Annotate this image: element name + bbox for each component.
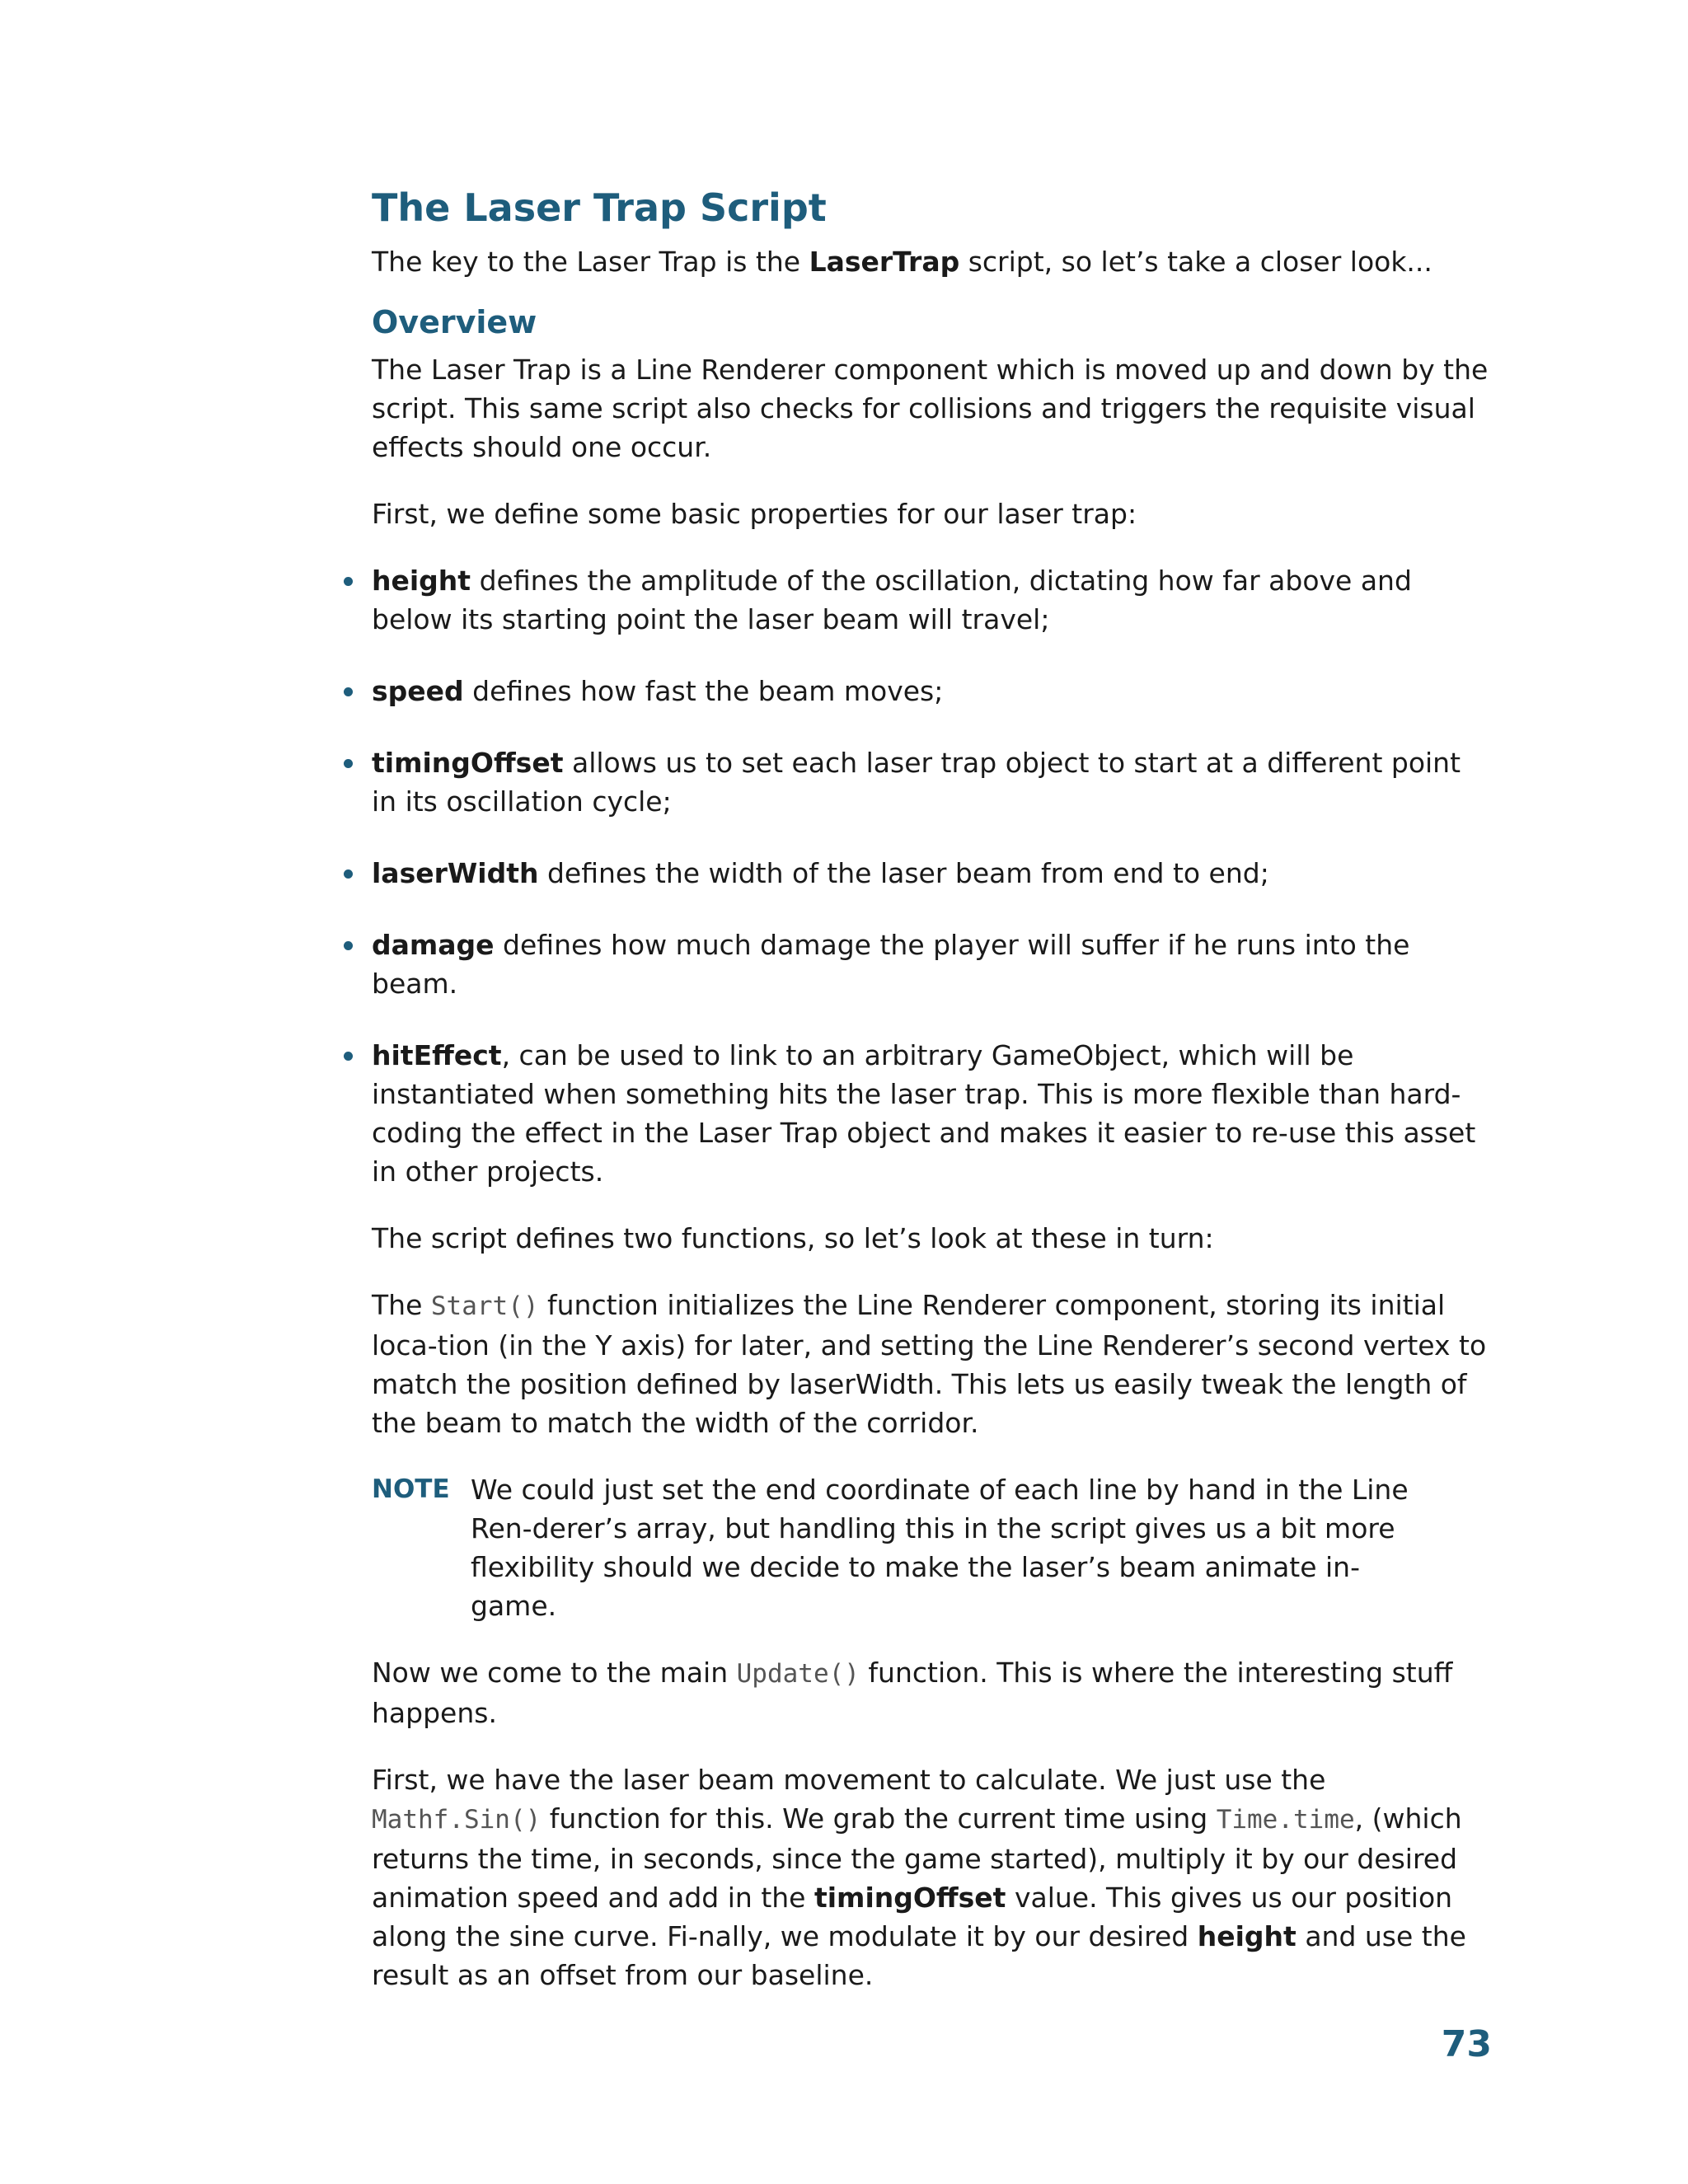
update-function-code: Update() (736, 1658, 860, 1689)
list-item (372, 672, 1493, 710)
intro-paragraph (372, 242, 1493, 281)
start-text-before: The (372, 1288, 431, 1321)
page-number: 73 (1441, 2023, 1492, 2065)
movement-text-4: value. This gives us our position along the sine curve. Fi-nally, we modulate it by our desired (372, 1881, 1453, 1952)
update-text-after: function. This is where the interesting stuff happens. (372, 1656, 1453, 1729)
property-description: allows us to set each laser trap object to start at a different point in its oscillation cycle; (372, 746, 1461, 818)
note-label: NOTE (372, 1474, 450, 1504)
property-description: , can be used to link to an arbitrary GameObject, which will be instantiated when something hits the laser trap. This is more flexible than hard-coding the effect in the Laser Trap object and makes it easier to re-use this asset in other projects. (372, 1038, 1476, 1188)
movement-text-1: First, we have the laser beam movement to calculate. We just use the (372, 1763, 1326, 1796)
functions-intro: The script defines two functions, so let’s look at these in turn: (372, 1221, 1214, 1254)
property-term: damage (372, 928, 495, 961)
properties-list (372, 561, 1493, 1191)
start-function-paragraph (372, 1286, 1493, 1442)
property-description: defines how much damage the player will suffer if he runs into the beam. (372, 928, 1410, 1000)
page-content (372, 185, 1493, 1994)
timing-offset-term: timingOffset (814, 1881, 1006, 1914)
overview-heading: Overview (372, 304, 537, 341)
bullet-icon (344, 941, 353, 950)
overview-paragraph: The Laser Trap is a Line Renderer component which is moved up and down by the script. This same script also checks for collisions and triggers the requisite visual effects should one occur. (372, 353, 1489, 463)
bullet-icon (344, 869, 353, 879)
property-description: defines how fast the beam moves; (463, 674, 944, 707)
bullet-icon (344, 577, 353, 586)
property-term: speed (372, 674, 464, 707)
note-text: We could just set the end coordinate of each line by hand in the Line Ren-derer’s array, but handling this in the script gives us a bit more flexibility should we decide to make the laser’s beam animate in-game. (471, 1473, 1409, 1622)
mathf-sin-code: Mathf.Sin() (372, 1804, 542, 1835)
update-text-before: Now we come to the main (372, 1656, 737, 1689)
movement-text-5: and use the result as an offset from our baseline. (372, 1919, 1466, 1991)
list-item (372, 561, 1493, 639)
properties-intro: First, we define some basic properties for our laser trap: (372, 497, 1137, 530)
property-term: timingOffset (372, 746, 564, 779)
property-term: hitEffect (372, 1038, 502, 1071)
bullet-icon (344, 759, 353, 768)
start-text-after: function initializes the Line Renderer component, storing its initial loca-tion (in the Y axis) for later, and setting the Line Renderer’s second vertex to match the position defined by laserWidth. This lets us easily tweak the length of the beam to match the width of the corridor. (372, 1288, 1487, 1439)
height-term: height (1197, 1919, 1296, 1952)
note-box (372, 1470, 1493, 1625)
update-function-paragraph (372, 1653, 1493, 1732)
movement-text-3: , (which returns the time, in seconds, since the game started), multiply it by our desired animation speed and add in the (372, 1802, 1462, 1914)
intro-text-before: The key to the Laser Trap is the (372, 246, 809, 279)
property-term: height (372, 564, 471, 597)
list-item (372, 926, 1493, 1003)
intro-text-after: script, so let’s take a closer look... (959, 246, 1432, 279)
property-description: defines the width of the laser beam from end to end; (538, 856, 1269, 889)
list-item (372, 743, 1493, 821)
movement-text-2: function for this. We grab the current time using (541, 1802, 1217, 1835)
bullet-icon (344, 687, 353, 696)
start-function-code: Start() (430, 1291, 539, 1321)
property-description: defines the amplitude of the oscillation, dictating how far above and below its starting point the laser beam will travel; (372, 564, 1412, 635)
list-item (372, 854, 1493, 893)
intro-script-name: LaserTrap (809, 246, 960, 279)
movement-paragraph (372, 1760, 1493, 1994)
bullet-icon (344, 1052, 353, 1061)
section-title: The Laser Trap Script (372, 185, 827, 230)
property-term: laserWidth (372, 856, 539, 889)
list-item (372, 1036, 1493, 1191)
time-time-code: Time.time (1216, 1804, 1355, 1835)
